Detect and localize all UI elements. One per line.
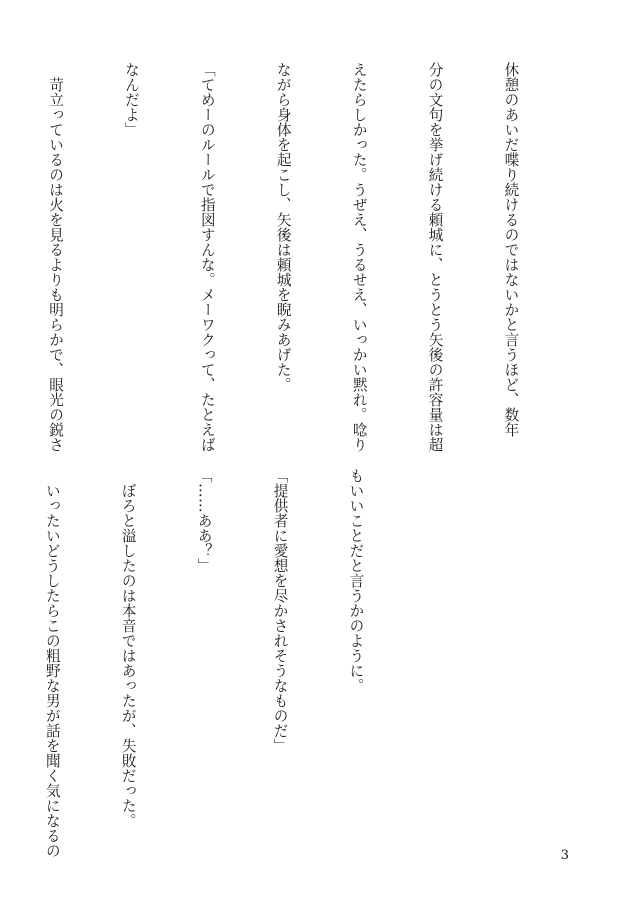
text-column: いったいどうしたらこの粗野な男が話を聞く気になるの	[43, 468, 61, 858]
text-column: 休憩のあいだ喋り続けるのではないかと言うほど、数年	[502, 62, 520, 437]
text-column: もいいことだと言うかのように。	[347, 468, 365, 693]
text-column: 分の文句を挙げ続ける頼城に、とうとう矢後の許容量は超	[426, 62, 444, 452]
text-column: なんだよ」	[122, 62, 140, 137]
top-text-block	[47, 62, 574, 452]
page-number: 3	[560, 848, 569, 863]
text-column: えたらしかった。うぜえ、うるせえ、いっかい黙れ。唸り	[350, 62, 368, 452]
bottom-text-block	[43, 468, 419, 858]
text-column: ながら身体を起こし、矢後は頼城を睨みあげた。	[274, 62, 292, 392]
text-column: ぼろと溢したのは本音ではあったが、失敗だった。	[119, 468, 137, 828]
text-column: 「……ああ？」	[195, 468, 213, 573]
text-column: 苛立っているのは火を見るよりも明らかで、眼光の鋭さ	[47, 62, 65, 452]
text-column: 「てめーのルールで指図すんな。メーワクって、たとえば	[198, 62, 216, 452]
text-column: 「提供者に愛想を尽かされそうなものだ」	[271, 468, 289, 753]
